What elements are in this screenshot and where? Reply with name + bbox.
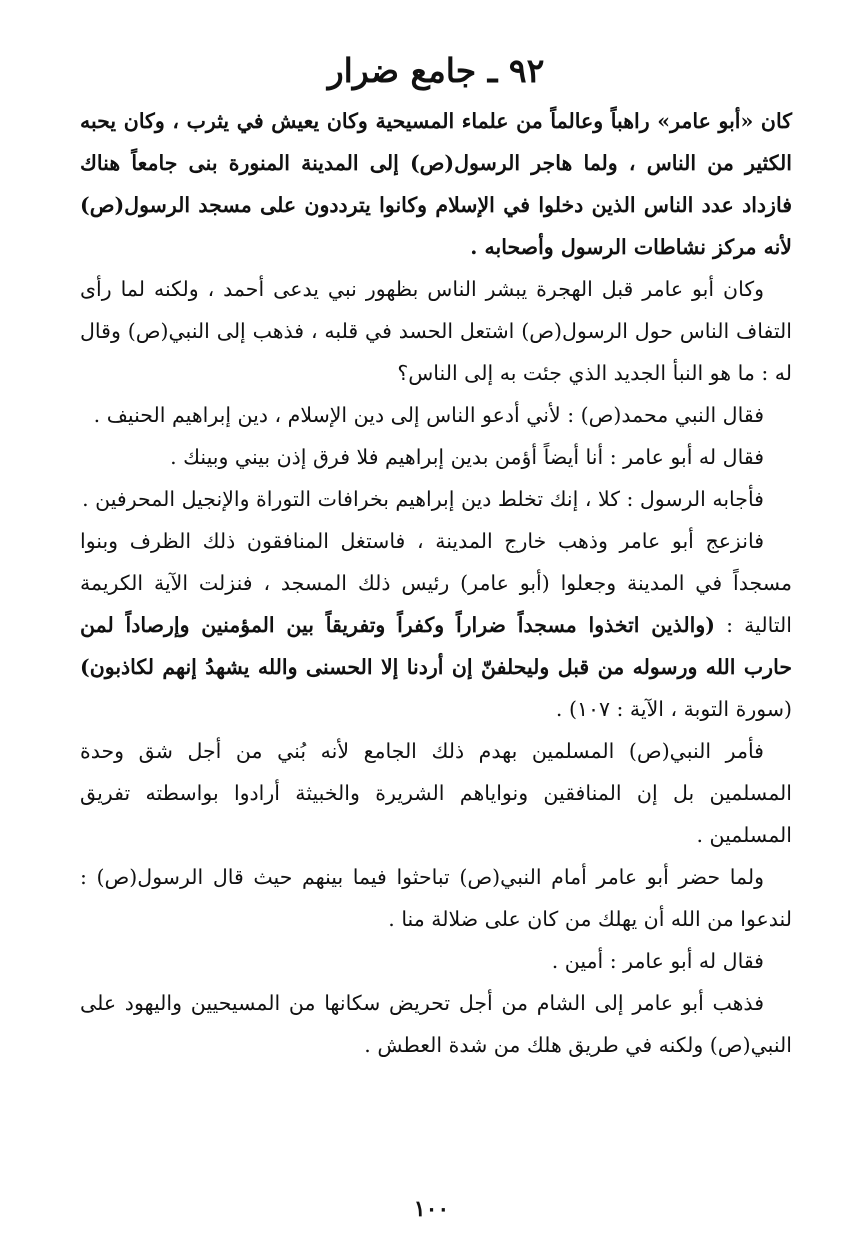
quran-verse-quote: (والذين اتخذوا مسجداً ضراراً وكفراً وتفريقاً بين المؤمنين وإرصاداً لمن حارب الله ورسوله من قبل وليحلفنّ إن أردنا إلا الحسنى والله يشهدُ إنهم لكاذبون)	[80, 613, 792, 679]
paragraph-1: كان «أبو عامر» راهباً وعالماً من علماء المسيحية وكان يعيش في يثرب ، وكان يحبه الكثير من الناس ، ولما هاجر الرسول(ص) إلى المدينة المنورة بنى جامعاً هناك فازداد عدد الناس الذين دخلوا في الإسلام وكانوا يترددون على مسجد الرسول(ص) لأنه مركز نشاطات الرسول وأصحابه .	[80, 109, 792, 259]
paragraph-6	[80, 520, 792, 730]
paragraph-3: فقال النبي محمد(ص) : لأني أدعو الناس إلى دين الإسلام ، دين إبراهيم الحنيف .	[93, 403, 764, 427]
page-number: ١٠٠	[413, 1196, 450, 1222]
verse-reference: (سورة التوبة ، الآية : ١٠٧) .	[555, 697, 792, 721]
chapter-title: ٩٢ ـ جامع ضرار	[327, 51, 545, 90]
paragraph-8: ولما حضر أبو عامر أمام النبي(ص) تباحثوا فيما بينهم حيث قال الرسول(ص) : لندعوا من الله أن يهلك من كان على ضلالة منا .	[80, 865, 792, 931]
paragraph-10: فذهب أبو عامر إلى الشام من أجل تحريض سكانها من المسيحيين واليهود على النبي(ص) ولكنه في طريق هلك من شدة العطش .	[80, 991, 792, 1057]
paragraph-6-intro: فانزعج أبو عامر وذهب خارج المدينة ، فاستغل المنافقون ذلك الظرف وبنوا مسجداً في المدينة وجعلوا (أبو عامر) رئيس ذلك المسجد ، فنزلت الآية الكريمة التالية :	[80, 529, 792, 637]
paragraph-2: وكان أبو عامر قبل الهجرة يبشر الناس بظهور نبي يدعى أحمد ، ولكنه لما رأى التفاف الناس حول الرسول(ص) اشتعل الحسد في قلبه ، فذهب إلى النبي(ص) وقال له : ما هو النبأ الجديد الذي جئت به إلى الناس؟	[80, 277, 792, 385]
paragraph-9: فقال له أبو عامر : أمين .	[551, 949, 764, 973]
paragraph-5: فأجابه الرسول : كلا ، إنك تخلط دين إبراهيم بخرافات التوراة والإنجيل المحرفين .	[82, 487, 764, 511]
book-page	[80, 48, 792, 1066]
paragraph-4: فقال له أبو عامر : أنا أيضاً أؤمن بدين إبراهيم فلا فرق إذن بيني وبينك .	[170, 445, 764, 469]
paragraph-7: فأمر النبي(ص) المسلمين بهدم ذلك الجامع لأنه بُني من أجل شق وحدة المسلمين بل إن المنافقين ونواياهم الشريرة والخبيثة أرادوا بواسطته تفريق المسلمين .	[80, 739, 792, 847]
